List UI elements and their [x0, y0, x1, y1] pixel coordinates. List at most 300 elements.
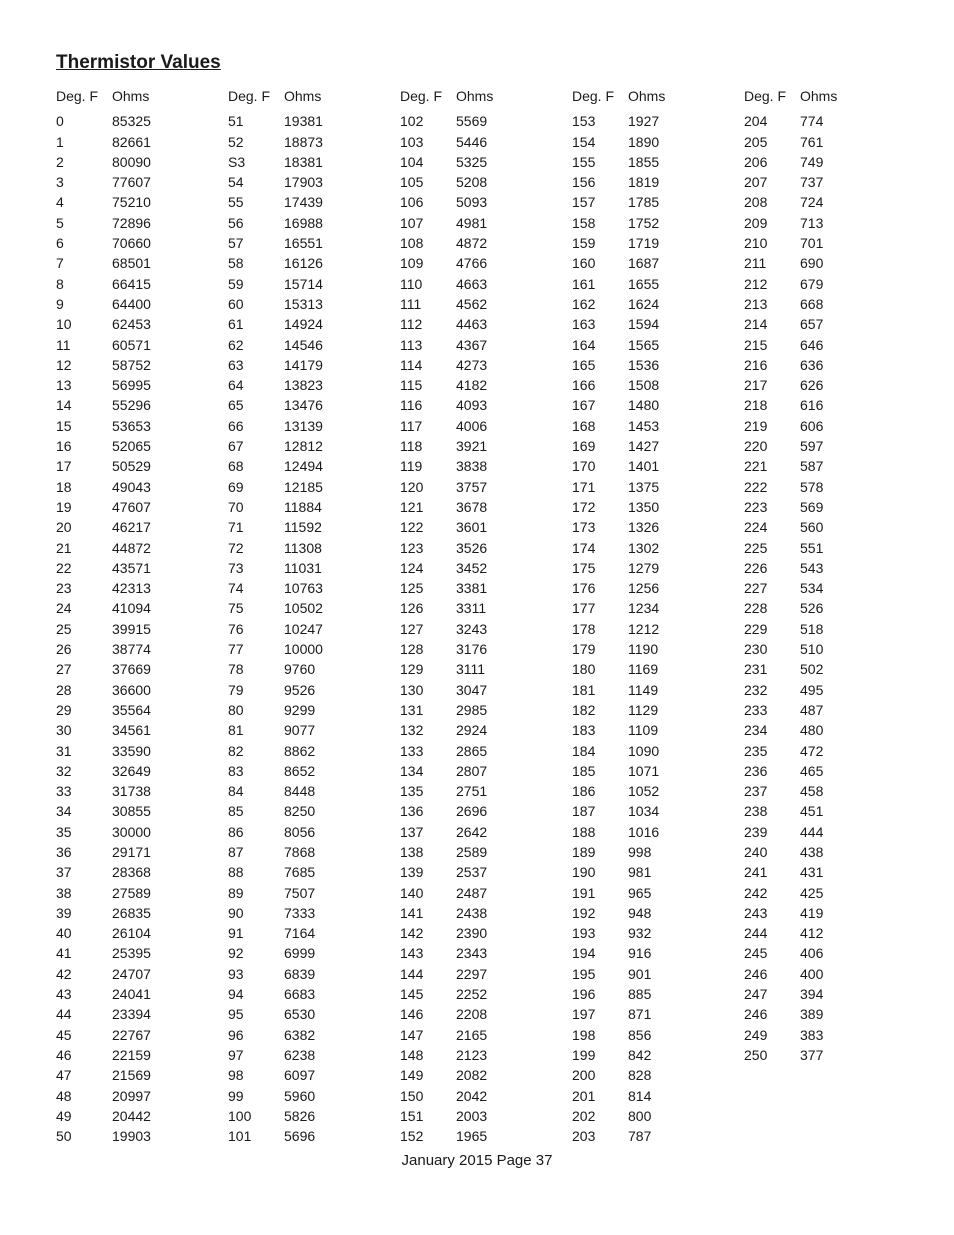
deg-f-cell: 1: [56, 133, 64, 150]
table-row: [228, 132, 354, 152]
deg-f-cell: 17: [56, 458, 72, 475]
ohms-cell: 2252: [456, 986, 488, 1003]
table-row: [56, 842, 182, 862]
deg-f-cell: 86: [228, 823, 244, 840]
deg-f-cell: 6: [56, 235, 64, 252]
table-row: [744, 578, 870, 598]
deg-f-cell: 88: [228, 864, 244, 881]
ohms-cell: 3381: [456, 580, 488, 597]
deg-f-cell: 191: [572, 884, 596, 901]
table-row: [400, 1126, 526, 1146]
table-row: [400, 883, 526, 903]
ohms-cell: 3243: [456, 620, 488, 637]
deg-f-cell: 139: [400, 864, 424, 881]
table-row: [572, 984, 698, 1004]
table-row: [228, 335, 354, 355]
deg-f-cell: 4: [56, 194, 64, 211]
deg-f-cell: 157: [572, 194, 596, 211]
header-deg-f: Deg. F: [228, 88, 271, 104]
ohms-cell: 1279: [628, 559, 660, 576]
column-header: [228, 86, 354, 106]
ohms-cell: 526: [800, 600, 824, 617]
table-row: [228, 538, 354, 558]
ohms-cell: 657: [800, 316, 824, 333]
table-row: [228, 761, 354, 781]
deg-f-cell: 106: [400, 194, 424, 211]
table-row: [572, 335, 698, 355]
ohms-cell: 2208: [456, 1006, 488, 1023]
ohms-cell: 425: [800, 884, 824, 901]
table-row: [228, 1045, 354, 1065]
ohms-cell: 814: [628, 1087, 652, 1104]
deg-f-cell: 120: [400, 478, 424, 495]
table-row: [744, 355, 870, 375]
table-row: [228, 923, 354, 943]
table-column: [228, 86, 354, 1146]
table-row: [228, 801, 354, 821]
page-title: Thermistor Values: [56, 52, 221, 73]
ohms-cell: 72896: [112, 214, 151, 231]
deg-f-cell: 54: [228, 174, 244, 191]
deg-f-cell: 229: [744, 620, 768, 637]
ohms-cell: 4273: [456, 356, 488, 373]
deg-f-cell: 192: [572, 904, 596, 921]
ohms-cell: 3526: [456, 539, 488, 556]
ohms-cell: 4463: [456, 316, 488, 333]
ohms-cell: 1687: [628, 255, 660, 272]
table-row: [744, 538, 870, 558]
table-row: [56, 1126, 182, 1146]
table-row: [228, 619, 354, 639]
deg-f-cell: 5: [56, 214, 64, 231]
ohms-cell: 1129: [628, 701, 659, 718]
ohms-cell: 4872: [456, 235, 488, 252]
ohms-cell: 32649: [112, 762, 151, 779]
ohms-cell: 1071: [628, 762, 660, 779]
deg-f-cell: 222: [744, 478, 768, 495]
deg-f-cell: 134: [400, 762, 424, 779]
header-ohms: Ohms: [112, 88, 150, 104]
deg-f-cell: 90: [228, 904, 244, 921]
deg-f-cell: 204: [744, 113, 768, 130]
table-row: [228, 213, 354, 233]
table-row: [228, 598, 354, 618]
ohms-cell: 6097: [284, 1067, 316, 1084]
ohms-cell: 7333: [284, 904, 316, 921]
ohms-cell: 1785: [628, 194, 660, 211]
deg-f-cell: 24: [56, 600, 72, 617]
deg-f-cell: 231: [744, 661, 768, 678]
table-row: [400, 639, 526, 659]
ohms-cell: 679: [800, 275, 824, 292]
ohms-cell: 9760: [284, 661, 316, 678]
deg-f-cell: 230: [744, 641, 768, 658]
ohms-cell: 502: [800, 661, 824, 678]
table-row: [744, 619, 870, 639]
table-row: [744, 314, 870, 334]
ohms-cell: 26835: [112, 904, 151, 921]
ohms-cell: 34561: [112, 722, 151, 739]
ohms-cell: 20442: [112, 1107, 151, 1124]
ohms-cell: 6999: [284, 945, 316, 962]
deg-f-cell: 89: [228, 884, 244, 901]
deg-f-cell: 218: [744, 397, 768, 414]
table-row: [572, 253, 698, 273]
table-row: [400, 558, 526, 578]
deg-f-cell: 177: [572, 600, 596, 617]
table-row: [56, 984, 182, 1004]
table-row: [572, 538, 698, 558]
ohms-cell: 66415: [112, 275, 151, 292]
table-row: [228, 375, 354, 395]
table-row: [744, 294, 870, 314]
table-row: [572, 741, 698, 761]
table-row: [228, 172, 354, 192]
ohms-cell: 14546: [284, 336, 323, 353]
table-row: [228, 355, 354, 375]
table-row: [228, 842, 354, 862]
ohms-cell: 4182: [456, 377, 488, 394]
table-row: [400, 355, 526, 375]
table-row: [572, 456, 698, 476]
ohms-cell: 8448: [284, 783, 316, 800]
table-row: [400, 294, 526, 314]
deg-f-cell: 113: [400, 336, 423, 353]
table-row: [228, 943, 354, 963]
table-row: [744, 111, 870, 131]
ohms-cell: 80090: [112, 153, 151, 170]
ohms-cell: 7685: [284, 864, 316, 881]
table-row: [56, 883, 182, 903]
table-row: [56, 274, 182, 294]
deg-f-cell: 194: [572, 945, 596, 962]
table-row: [56, 619, 182, 639]
deg-f-cell: 14: [56, 397, 72, 414]
table-row: [400, 761, 526, 781]
ohms-cell: 4562: [456, 295, 488, 312]
table-row: [400, 111, 526, 131]
table-row: [744, 1004, 870, 1024]
column-header: [56, 86, 182, 106]
deg-f-cell: 169: [572, 438, 596, 455]
table-row: [56, 1004, 182, 1024]
table-row: [56, 213, 182, 233]
ohms-cell: 400: [800, 965, 824, 982]
table-row: [744, 639, 870, 659]
ohms-cell: 2343: [456, 945, 488, 962]
table-row: [744, 132, 870, 152]
table-row: [400, 680, 526, 700]
ohms-cell: 701: [800, 235, 824, 252]
ohms-cell: 1453: [628, 417, 660, 434]
ohms-cell: 543: [800, 559, 824, 576]
table-row: [572, 1126, 698, 1146]
deg-f-cell: 220: [744, 438, 768, 455]
deg-f-cell: 57: [228, 235, 244, 252]
deg-f-cell: 28: [56, 681, 72, 698]
ohms-cell: 3047: [456, 681, 488, 698]
deg-f-cell: 126: [400, 600, 424, 617]
ohms-cell: 690: [800, 255, 824, 272]
table-column: [572, 86, 698, 1146]
table-row: [744, 984, 870, 1004]
deg-f-cell: 132: [400, 722, 424, 739]
ohms-cell: 1719: [628, 235, 660, 252]
ohms-cell: 10502: [284, 600, 323, 617]
ohms-cell: 1819: [628, 174, 660, 191]
deg-f-cell: 182: [572, 701, 596, 718]
table-row: [744, 923, 870, 943]
ohms-cell: 646: [800, 336, 824, 353]
ohms-cell: 2297: [456, 965, 488, 982]
table-row: [744, 172, 870, 192]
deg-f-cell: 39: [56, 904, 72, 921]
table-row: [572, 964, 698, 984]
deg-f-cell: 173: [572, 519, 596, 536]
ohms-cell: 70660: [112, 235, 151, 252]
table-row: [572, 111, 698, 131]
ohms-cell: 68501: [112, 255, 151, 272]
table-row: [400, 436, 526, 456]
table-row: [400, 1025, 526, 1045]
deg-f-cell: 246: [744, 965, 768, 982]
table-row: [56, 720, 182, 740]
deg-f-cell: 70: [228, 498, 244, 515]
header-deg-f: Deg. F: [56, 88, 99, 104]
ohms-cell: 495: [800, 681, 824, 698]
column-header: [572, 86, 698, 106]
ohms-cell: 2642: [456, 823, 488, 840]
table-row: [400, 619, 526, 639]
table-row: [400, 822, 526, 842]
ohms-cell: 9299: [284, 701, 316, 718]
table-row: [400, 517, 526, 537]
table-row: [572, 943, 698, 963]
table-row: [400, 416, 526, 436]
ohms-cell: 5696: [284, 1128, 316, 1145]
ohms-cell: 17903: [284, 174, 323, 191]
ohms-cell: 551: [800, 539, 824, 556]
table-row: [228, 964, 354, 984]
table-row: [572, 1004, 698, 1024]
ohms-cell: 13476: [284, 397, 323, 414]
table-row: [744, 720, 870, 740]
ohms-cell: 885: [628, 986, 652, 1003]
table-column: [744, 86, 870, 1065]
deg-f-cell: 30: [56, 722, 72, 739]
ohms-cell: 53653: [112, 417, 151, 434]
deg-f-cell: 221: [744, 458, 768, 475]
table-row: [400, 943, 526, 963]
table-row: [572, 842, 698, 862]
ohms-cell: 510: [800, 641, 824, 658]
ohms-cell: 394: [800, 986, 824, 1003]
deg-f-cell: 107: [400, 214, 424, 231]
table-row: [744, 517, 870, 537]
table-row: [572, 436, 698, 456]
ohms-cell: 52065: [112, 438, 151, 455]
deg-f-cell: 80: [228, 701, 244, 718]
deg-f-cell: 119: [400, 458, 423, 475]
table-row: [400, 903, 526, 923]
ohms-cell: 75210: [112, 194, 151, 211]
table-row: [228, 1126, 354, 1146]
deg-f-cell: 45: [56, 1026, 72, 1043]
ohms-cell: 23394: [112, 1006, 151, 1023]
deg-f-cell: 136: [400, 803, 424, 820]
header-ohms: Ohms: [628, 88, 666, 104]
deg-f-cell: 68: [228, 458, 244, 475]
deg-f-cell: 87: [228, 843, 244, 860]
ohms-cell: 3601: [456, 519, 488, 536]
deg-f-cell: 67: [228, 438, 244, 455]
ohms-cell: 5325: [456, 153, 488, 170]
table-row: [572, 903, 698, 923]
ohms-cell: 1109: [628, 722, 659, 739]
table-row: [744, 943, 870, 963]
ohms-cell: 7507: [284, 884, 316, 901]
deg-f-cell: 171: [572, 478, 596, 495]
table-row: [744, 1045, 870, 1065]
deg-f-cell: 233: [744, 701, 768, 718]
table-row: [400, 842, 526, 862]
ohms-cell: 4006: [456, 417, 488, 434]
deg-f-cell: 163: [572, 316, 596, 333]
table-row: [572, 355, 698, 375]
table-row: [744, 761, 870, 781]
header-deg-f: Deg. F: [400, 88, 443, 104]
table-row: [228, 152, 354, 172]
ohms-cell: 15714: [284, 275, 323, 292]
table-row: [56, 253, 182, 273]
table-row: [400, 741, 526, 761]
ohms-cell: 487: [800, 701, 824, 718]
deg-f-cell: 75: [228, 600, 244, 617]
deg-f-cell: 186: [572, 783, 596, 800]
table-row: [228, 111, 354, 131]
table-row: [228, 436, 354, 456]
ohms-cell: 856: [628, 1026, 652, 1043]
table-row: [56, 375, 182, 395]
deg-f-cell: 76: [228, 620, 244, 637]
table-row: [56, 680, 182, 700]
ohms-cell: 998: [628, 843, 652, 860]
ohms-cell: 42313: [112, 580, 151, 597]
table-row: [56, 335, 182, 355]
table-row: [56, 517, 182, 537]
table-row: [572, 294, 698, 314]
deg-f-cell: 122: [400, 519, 424, 536]
deg-f-cell: 193: [572, 925, 596, 942]
deg-f-cell: 65: [228, 397, 244, 414]
table-row: [228, 639, 354, 659]
deg-f-cell: 112: [400, 316, 423, 333]
table-column: [56, 86, 182, 1146]
deg-f-cell: 15: [56, 417, 72, 434]
table-row: [572, 172, 698, 192]
table-row: [228, 862, 354, 882]
deg-f-cell: 94: [228, 986, 244, 1003]
deg-f-cell: 148: [400, 1046, 424, 1063]
table-row: [572, 375, 698, 395]
deg-f-cell: 33: [56, 783, 72, 800]
table-row: [744, 903, 870, 923]
table-row: [744, 477, 870, 497]
ohms-cell: 965: [628, 884, 652, 901]
deg-f-cell: 137: [400, 823, 424, 840]
ohms-cell: 77607: [112, 174, 151, 191]
deg-f-cell: 249: [744, 1026, 768, 1043]
table-row: [400, 538, 526, 558]
ohms-cell: 24707: [112, 965, 151, 982]
deg-f-cell: 181: [572, 681, 596, 698]
ohms-cell: 12185: [284, 478, 323, 495]
ohms-cell: 2589: [456, 843, 488, 860]
table-row: [228, 1004, 354, 1024]
ohms-cell: 43571: [112, 559, 151, 576]
deg-f-cell: 97: [228, 1046, 244, 1063]
ohms-cell: 713: [800, 214, 824, 231]
table-row: [400, 984, 526, 1004]
ohms-cell: 6683: [284, 986, 316, 1003]
ohms-cell: 8056: [284, 823, 316, 840]
table-row: [572, 274, 698, 294]
ohms-cell: 50529: [112, 458, 151, 475]
table-row: [228, 720, 354, 740]
deg-f-cell: 92: [228, 945, 244, 962]
table-row: [572, 132, 698, 152]
table-row: [744, 335, 870, 355]
ohms-cell: 58752: [112, 356, 151, 373]
ohms-cell: 1655: [628, 275, 660, 292]
table-row: [228, 984, 354, 1004]
ohms-cell: 6238: [284, 1046, 316, 1063]
deg-f-cell: 135: [400, 783, 424, 800]
table-row: [400, 1086, 526, 1106]
table-row: [572, 152, 698, 172]
table-row: [400, 274, 526, 294]
ohms-cell: 22159: [112, 1046, 151, 1063]
table-row: [572, 477, 698, 497]
ohms-cell: 6530: [284, 1006, 316, 1023]
deg-f-cell: 216: [744, 356, 768, 373]
deg-f-cell: 154: [572, 133, 596, 150]
ohms-cell: 18873: [284, 133, 323, 150]
ohms-cell: 3111: [456, 661, 486, 678]
ohms-cell: 10247: [284, 620, 323, 637]
deg-f-cell: 117: [400, 417, 423, 434]
table-row: [56, 741, 182, 761]
table-row: [228, 781, 354, 801]
ohms-cell: 406: [800, 945, 824, 962]
ohms-cell: 41094: [112, 600, 151, 617]
ohms-cell: 46217: [112, 519, 151, 536]
deg-f-cell: 101: [228, 1128, 252, 1145]
ohms-cell: 560: [800, 519, 824, 536]
table-row: [744, 659, 870, 679]
ohms-cell: 2696: [456, 803, 488, 820]
table-row: [56, 659, 182, 679]
table-row: [572, 862, 698, 882]
ohms-cell: 4663: [456, 275, 488, 292]
ohms-cell: 1752: [628, 214, 660, 231]
deg-f-cell: 152: [400, 1128, 424, 1145]
deg-f-cell: 241: [744, 864, 768, 881]
deg-f-cell: 98: [228, 1067, 244, 1084]
table-row: [228, 456, 354, 476]
ohms-cell: 431: [800, 864, 824, 881]
deg-f-cell: 172: [572, 498, 596, 515]
